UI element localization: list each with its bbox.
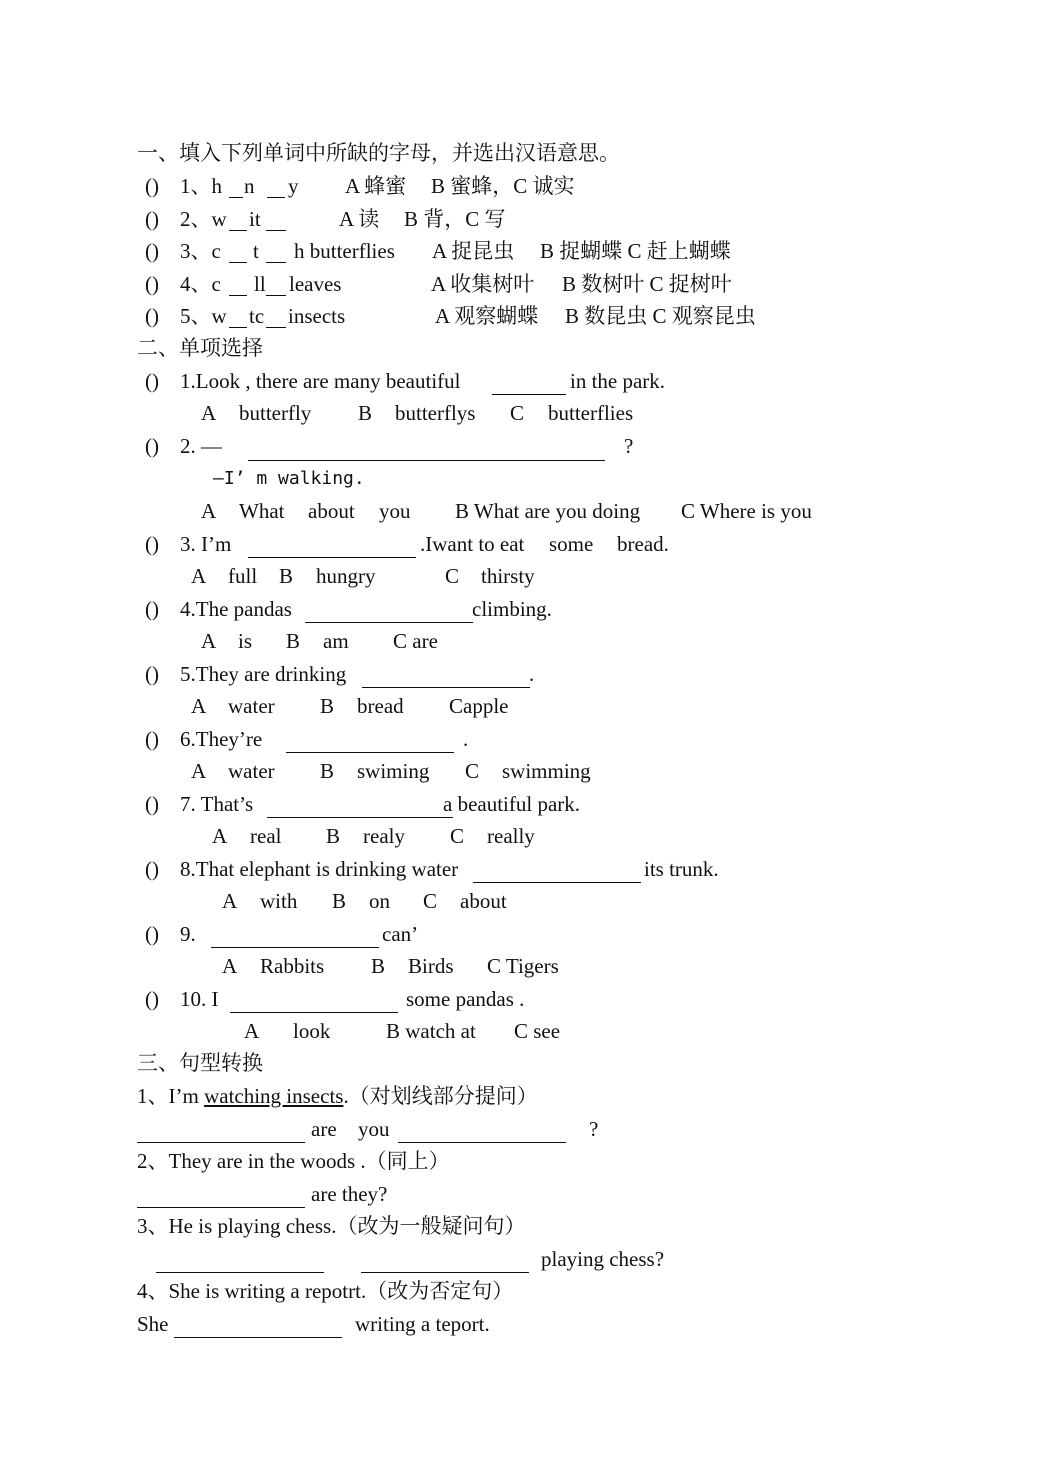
answer-paren: () [145, 434, 159, 458]
answer-blank[interactable] [473, 882, 641, 883]
answer-blank[interactable] [398, 1142, 566, 1143]
letter-blank[interactable] [266, 262, 286, 263]
answer-blank[interactable] [361, 1272, 529, 1273]
letter-blank[interactable] [266, 327, 286, 328]
letter-blank[interactable] [267, 197, 285, 198]
answer-blank[interactable] [305, 622, 473, 623]
answer-blank[interactable] [137, 1207, 305, 1208]
answer-blank[interactable] [248, 460, 605, 461]
answer-paren: () [145, 304, 159, 328]
answer-paren: () [145, 727, 159, 751]
answer-paren: () [145, 272, 159, 296]
letter-blank[interactable] [229, 230, 247, 231]
letter-blank[interactable] [266, 230, 286, 231]
answer-blank[interactable] [211, 947, 379, 948]
answer-paren: () [145, 792, 159, 816]
letter-blank[interactable] [229, 295, 247, 296]
answer-paren: () [145, 174, 159, 198]
answer-blank[interactable] [248, 557, 416, 558]
answer-paren: () [145, 857, 159, 881]
answer-blank[interactable] [492, 394, 566, 395]
letter-blank[interactable] [229, 197, 243, 198]
answer-blank[interactable] [286, 752, 454, 753]
answer-paren: () [145, 207, 159, 231]
underlined-phrase: watching insects [204, 1084, 344, 1108]
answer-paren: () [145, 922, 159, 946]
answer-paren: () [145, 369, 159, 393]
answer-paren: () [145, 532, 159, 556]
letter-blank[interactable] [229, 327, 247, 328]
answer-paren: () [145, 239, 159, 263]
answer-paren: () [145, 987, 159, 1011]
answer-blank[interactable] [174, 1337, 342, 1338]
answer-paren: () [145, 597, 159, 621]
letter-blank[interactable] [266, 295, 286, 296]
answer-blank[interactable] [137, 1142, 305, 1143]
answer-blank[interactable] [267, 817, 453, 818]
letter-blank[interactable] [229, 262, 247, 263]
answer-blank[interactable] [230, 1012, 398, 1013]
answer-blank[interactable] [156, 1272, 324, 1273]
answer-paren: () [145, 662, 159, 686]
answer-blank[interactable] [362, 687, 530, 688]
